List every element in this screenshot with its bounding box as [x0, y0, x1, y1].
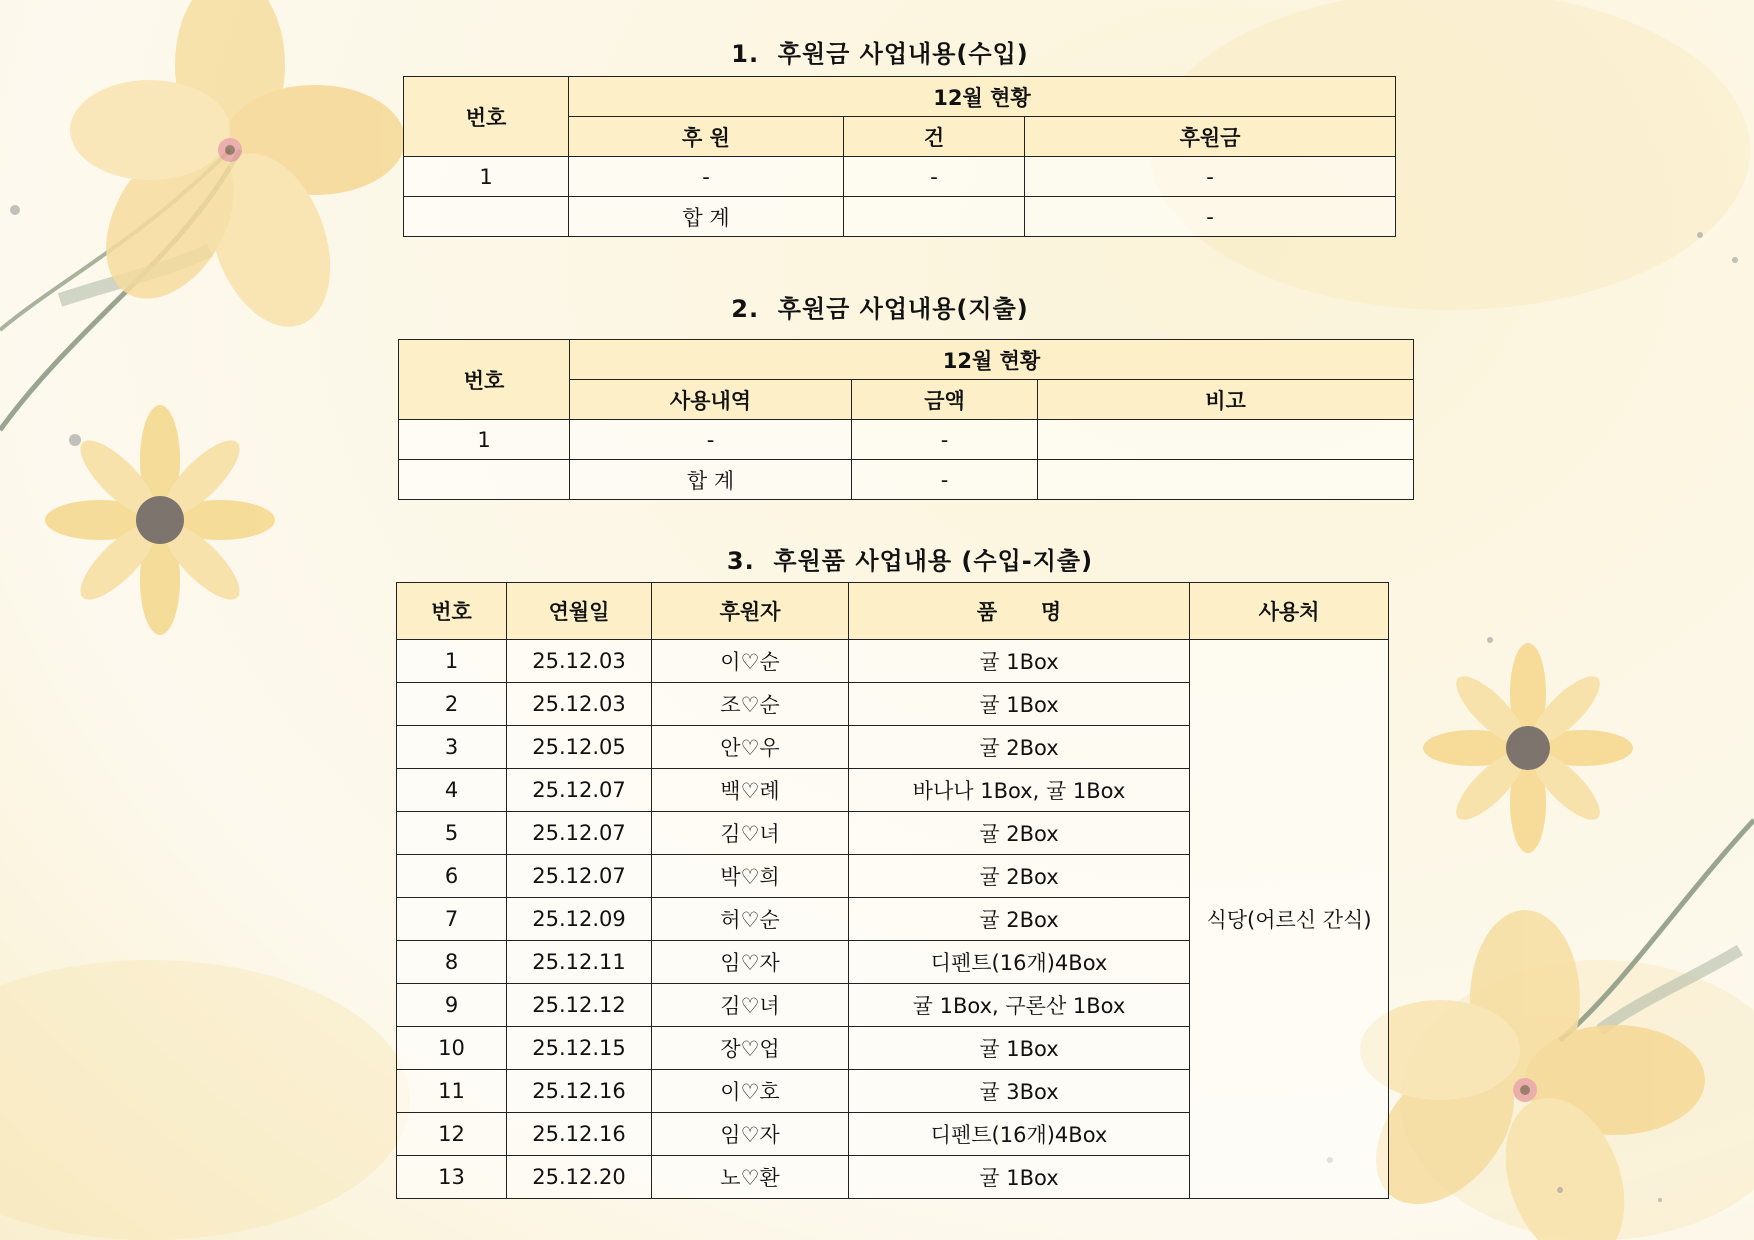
row-donor: 조♡순	[652, 683, 849, 726]
section-2-title: 2. 후원금 사업내용(지출)	[731, 295, 1029, 323]
row-usage: -	[570, 420, 852, 460]
total-label: 합 계	[569, 197, 844, 237]
header-sponsor: 후 원	[569, 117, 844, 157]
header-amount: 금액	[852, 380, 1038, 420]
donated-goods-table	[396, 582, 1389, 1199]
row-item: 귤 2Box	[849, 898, 1190, 941]
table-row	[399, 420, 1414, 460]
row-item: 귤 2Box	[849, 726, 1190, 769]
row-no: 1	[399, 420, 570, 460]
row-no: 7	[397, 898, 507, 941]
row-donor: 박♡희	[652, 855, 849, 898]
row-item: 귤 1Box	[849, 683, 1190, 726]
row-amount: -	[852, 420, 1038, 460]
row-donor: 장♡업	[652, 1027, 849, 1070]
row-date: 25.12.07	[507, 812, 652, 855]
total-label: 합 계	[570, 460, 852, 500]
donation-expense-table	[398, 339, 1414, 500]
row-item: 바나나 1Box, 귤 1Box	[849, 769, 1190, 812]
row-no: 1	[404, 157, 569, 197]
total-empty	[404, 197, 569, 237]
row-no: 9	[397, 984, 507, 1027]
row-item: 귤 2Box	[849, 855, 1190, 898]
header-no: 번호	[397, 583, 507, 640]
row-amount: -	[1025, 157, 1396, 197]
row-sponsor: -	[569, 157, 844, 197]
row-no: 13	[397, 1156, 507, 1199]
row-item: 귤 1Box, 구론산 1Box	[849, 984, 1190, 1027]
total-row	[404, 197, 1396, 237]
section-3-title: 3. 후원품 사업내용 (수입-지출)	[726, 547, 1094, 575]
row-date: 25.12.05	[507, 726, 652, 769]
section-1-title: 1. 후원금 사업내용(수입)	[731, 40, 1029, 68]
row-no: 6	[397, 855, 507, 898]
row-item: 귤 2Box	[849, 812, 1190, 855]
row-donor: 백♡례	[652, 769, 849, 812]
row-no: 2	[397, 683, 507, 726]
header-note: 비고	[1038, 380, 1414, 420]
row-item: 귤 1Box	[849, 640, 1190, 683]
row-date: 25.12.07	[507, 855, 652, 898]
row-donor: 이♡호	[652, 1070, 849, 1113]
header-no: 번호	[399, 340, 570, 420]
header-no: 번호	[404, 77, 569, 157]
row-no: 10	[397, 1027, 507, 1070]
usage-place: 식당(어르신 간식)	[1190, 640, 1389, 1199]
header-amount: 후원금	[1025, 117, 1396, 157]
row-date: 25.12.03	[507, 640, 652, 683]
row-note	[1038, 420, 1414, 460]
total-note	[1038, 460, 1414, 500]
row-no: 12	[397, 1113, 507, 1156]
row-no: 1	[397, 640, 507, 683]
row-date: 25.12.15	[507, 1027, 652, 1070]
total-empty	[399, 460, 570, 500]
row-date: 25.12.12	[507, 984, 652, 1027]
table-row	[397, 640, 1389, 683]
row-donor: 임♡자	[652, 1113, 849, 1156]
header-usage: 사용내역	[570, 380, 852, 420]
row-item: 디펜트(16개)4Box	[849, 1113, 1190, 1156]
row-donor: 임♡자	[652, 941, 849, 984]
header-month-status: 12월 현황	[570, 340, 1414, 380]
row-item: 귤 1Box	[849, 1027, 1190, 1070]
row-donor: 김♡녀	[652, 984, 849, 1027]
row-no: 4	[397, 769, 507, 812]
donation-income-table	[403, 76, 1396, 237]
row-donor: 노♡환	[652, 1156, 849, 1199]
total-count	[844, 197, 1025, 237]
total-amount: -	[852, 460, 1038, 500]
row-donor: 김♡녀	[652, 812, 849, 855]
row-date: 25.12.16	[507, 1113, 652, 1156]
row-count: -	[844, 157, 1025, 197]
row-date: 25.12.09	[507, 898, 652, 941]
row-date: 25.12.07	[507, 769, 652, 812]
row-date: 25.12.20	[507, 1156, 652, 1199]
row-date: 25.12.16	[507, 1070, 652, 1113]
header-month-status: 12월 현황	[569, 77, 1396, 117]
row-donor: 허♡순	[652, 898, 849, 941]
table-row	[404, 157, 1396, 197]
header-date: 연월일	[507, 583, 652, 640]
row-no: 11	[397, 1070, 507, 1113]
header-donor: 후원자	[652, 583, 849, 640]
row-donor: 안♡우	[652, 726, 849, 769]
header-item: 품 명	[849, 583, 1190, 640]
row-no: 8	[397, 941, 507, 984]
row-item: 디펜트(16개)4Box	[849, 941, 1190, 984]
total-amount: -	[1025, 197, 1396, 237]
row-date: 25.12.11	[507, 941, 652, 984]
row-no: 3	[397, 726, 507, 769]
row-date: 25.12.03	[507, 683, 652, 726]
row-donor: 이♡순	[652, 640, 849, 683]
header-place: 사용처	[1190, 583, 1389, 640]
header-count: 건	[844, 117, 1025, 157]
row-no: 5	[397, 812, 507, 855]
row-item: 귤 3Box	[849, 1070, 1190, 1113]
total-row	[399, 460, 1414, 500]
row-item: 귤 1Box	[849, 1156, 1190, 1199]
